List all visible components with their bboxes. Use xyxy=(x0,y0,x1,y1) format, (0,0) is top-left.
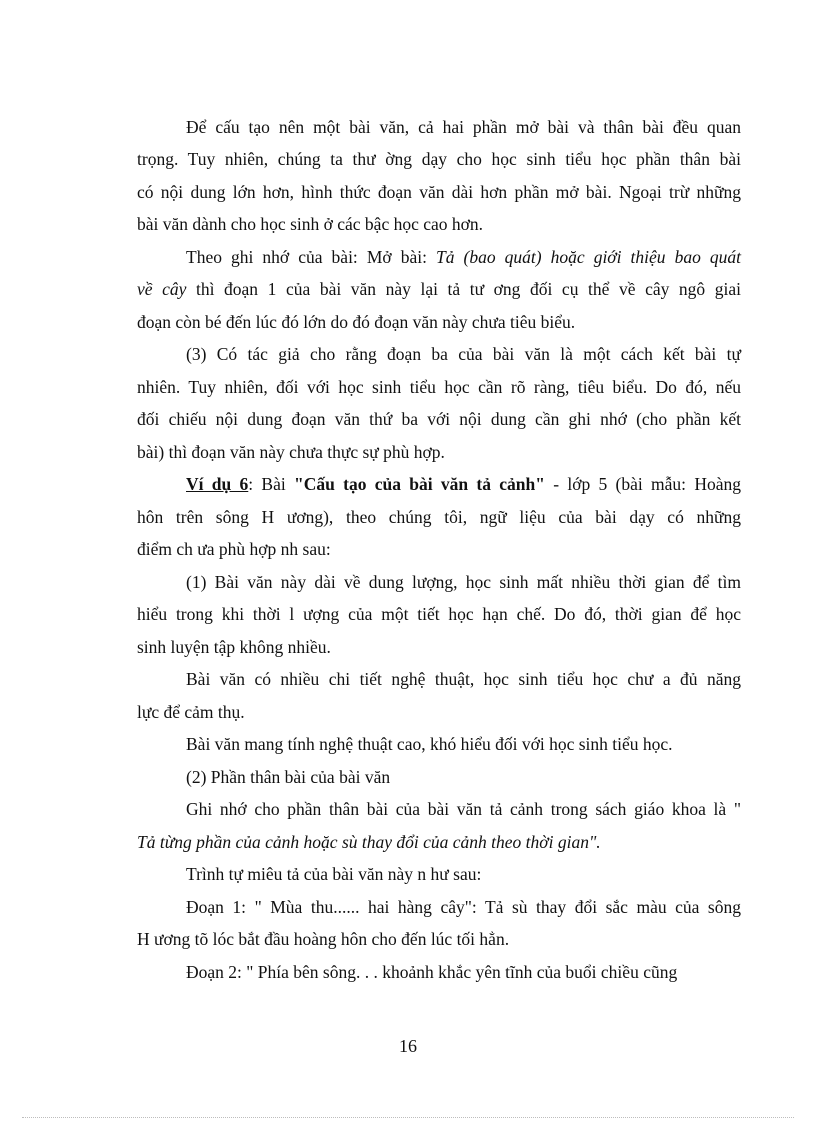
page-number: 16 xyxy=(399,1036,417,1056)
text-line: đối chiếu nội dung đoạn văn thứ ba với nội dung cần ghi nhớ (cho phần kết xyxy=(137,409,741,429)
text-line: nhiên. Tuy nhiên, đối với học sinh tiểu học cần rõ ràng, tiêu biểu. Do đó, nếu xyxy=(137,377,741,397)
text-line: Bài văn có nhiều chi tiết nghệ thuật, học sinh tiểu học chư a đủ năng xyxy=(186,669,741,689)
text-line: (1) Bài văn này dài về dung lượng, học sinh mất nhiều thời gian để tìm xyxy=(186,572,741,592)
text-line: H ương tõ lóc bắt đầu hoàng hôn cho đến lúc tối hẳn. xyxy=(137,929,510,949)
text-run: thì đoạn 1 của bài văn này lại tả tư ơng đối cụ thể về cây ngô giai xyxy=(186,279,741,299)
text-line xyxy=(137,278,741,300)
bold-title-run: "Cấu tạo của bài văn tả cảnh" xyxy=(294,474,545,494)
text-line: Ghi nhớ cho phần thân bài của bài văn tả cảnh trong sách giáo khoa là " xyxy=(186,799,741,819)
text-line: hiểu trong khi thời l ượng của một tiết học hạn chế. Do đó, thời gian để học xyxy=(137,604,741,624)
text-line: điểm ch ưa phù hợp nh sau: xyxy=(137,539,331,559)
text-line: Để cấu tạo nên một bài văn, cả hai phần mở bài và thân bài đều quan xyxy=(186,117,741,137)
text-line: đoạn còn bé đến lúc đó lớn do đó đoạn văn này chưa tiêu biểu. xyxy=(137,312,576,332)
text-line: trọng. Tuy nhiên, chúng ta thư ờng dạy cho học sinh tiểu học phần thân bài xyxy=(137,149,741,169)
text-line: Trình tự miêu tả của bài văn này n hư sau: xyxy=(186,864,482,884)
text-line: Tả từng phần của cảnh hoặc sù thay đổi của cảnh theo thời gian". xyxy=(137,832,601,852)
italic-run: về cây xyxy=(137,279,187,299)
text-line: lực để cảm thụ. xyxy=(137,702,245,722)
text-line: hôn trên sông H ương), theo chúng tôi, ngữ liệu của bài dạy có những xyxy=(137,507,741,527)
text-line: bài) thì đoạn văn này chưa thực sự phù hợp. xyxy=(137,442,445,462)
text-line: Đoạn 2: " Phía bên sông. . . khoảnh khắc yên tĩnh của buổi chiều cũng xyxy=(186,962,678,982)
text-run: : Bài xyxy=(248,474,295,494)
text-line: Đoạn 1: " Mùa thu...... hai hàng cây": Tả sù thay đổi sắc màu của sông xyxy=(186,897,741,917)
text-line: (3) Có tác giả cho rằng đoạn ba của bài văn là một cách kết bài tự xyxy=(186,344,741,364)
text-line: có nội dung lớn hơn, hình thức đoạn văn dài hơn phần mở bài. Ngoại trừ những xyxy=(137,182,741,202)
text-line: sinh luyện tập không nhiều. xyxy=(137,637,331,657)
page-bottom-divider xyxy=(22,1117,794,1118)
text-line: bài văn dành cho học sinh ở các bậc học cao hơn. xyxy=(137,214,484,234)
text-line: (2) Phần thân bài của bài văn xyxy=(186,767,391,787)
text-line xyxy=(186,246,741,268)
italic-run: Tả (bao quát) hoặc giới thiệu bao quát xyxy=(435,247,741,267)
example-label: Ví dụ 6 xyxy=(186,474,249,494)
text-run: Theo ghi nhớ của bài: Mở bài: xyxy=(186,247,436,267)
text-run: - lớp 5 (bài mẫu: Hoàng xyxy=(544,474,741,494)
text-line: Bài văn mang tính nghệ thuật cao, khó hiểu đối với học sinh tiểu học. xyxy=(186,734,673,754)
text-line xyxy=(186,473,741,495)
